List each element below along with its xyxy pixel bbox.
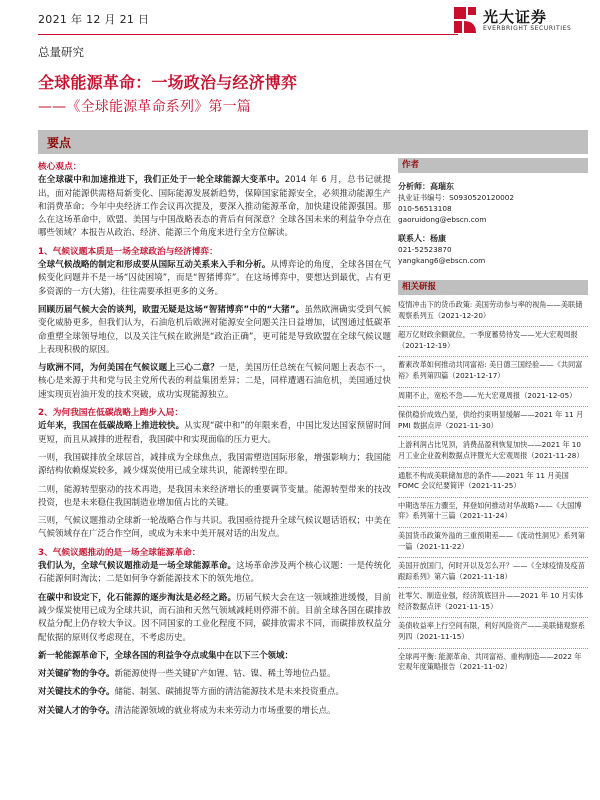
paragraph-body: 2014 年 6 月，总书记就提出，面对能源供需格局新变化、国际能源发展新趋势，保障国家能源安全，必须推动能源生产和消费革命；今年中央经济工作会议再次提及，要深入推动能源革命，加快建设能源强国。那么在这场革命中，欧盟、美国与中国战略表态的背后有何深意？全球各国未来的利益争夺点在哪些领域？本报告从政治、经济、能源三个角度来进行全方位解读。 — [38, 175, 391, 239]
related-report-item[interactable]: 全球再平衡: 能源革命、共同富裕、重构制造——2022 年宏观年度策略报告（2021-11-02） — [398, 651, 582, 672]
paragraph — [38, 650, 391, 663]
contact-line — [398, 233, 588, 244]
analyst-email[interactable]: gaoruidong@ebscn.com — [398, 215, 487, 224]
paragraph — [38, 259, 391, 299]
analyst-label: 分析师： — [398, 182, 430, 191]
paragraph — [38, 686, 391, 699]
related-report-item[interactable]: 中期选举压力骤至，拜登如何推动对华战略?——《大国博弈》系列第十三篇（2021-11-24） — [398, 498, 588, 528]
paragraph-body: 虽然欧洲确实受到气候变化威胁更多，但我们认为，石油危机后欧洲对能源安全问题关注日益增加，试图通过低碳革命重塑全球领导地位，以及关注气候在欧洲是“政治正确”，更可能是导致欧盟在全球气候议题上表现积极的原因。 — [38, 304, 391, 355]
paragraph-body: 从博弈论的角度，全球各国在气候变化问题并不是一场“囚徒困境”，而是“智猪博弈”。在这场博弈中，要想达到最优，占有更多资源的一方(大猪)，往往需要承担更多的义务。 — [38, 260, 391, 297]
paragraph-body: 清洁能源领域的就业将成为未来劳动力市场重要的增长点。 — [114, 705, 336, 716]
paragraph-lead: 对关键技术的争夺。 — [38, 687, 115, 698]
report-date: 2021 年 12 月 21 日 — [38, 13, 150, 26]
related-report-item[interactable]: 社零欠、制造业强，经济筑底回升——2021 年 10 月实体经济数据点评（2021-11-15） — [398, 588, 588, 618]
authors-label: 作者 — [402, 160, 420, 170]
analyst-cert: 执业证书编号：S0930520120002 — [398, 193, 515, 202]
paragraph — [38, 592, 391, 645]
related-report-item[interactable]: 美债收益率上行空间有限，利好风险资产——美联储观察系列四（2021-11-15） — [398, 618, 588, 648]
logo-text: 光大证券 — [483, 8, 548, 26]
section-heading: 核心观点： — [38, 162, 82, 172]
everbright-logo-icon — [452, 5, 478, 35]
related-report-item[interactable]: 美国开放国门，何时开以及怎么开？——《全球疫情及疫苗跟踪系列》第六篇（2021-11-18） — [398, 558, 588, 588]
paragraph — [38, 668, 391, 681]
related-section-bar — [398, 280, 588, 295]
paragraph-lead: 回顾历届气候大会的谈判，欧盟无疑是这场“智猪博弈”中的“大猪”。 — [38, 304, 305, 315]
paragraph-lead: 全球气候战略的制定和形成要从国际互动关系来入手和分析。 — [38, 260, 271, 271]
brand-logo — [452, 4, 587, 38]
paragraph-lead: 新一轮能源革命下，全球各国的利益争夺点或集中在以下三个领域： — [38, 650, 294, 661]
paragraph — [38, 705, 391, 718]
contact-name: 杨康 — [430, 234, 446, 243]
report-subtitle: ——《全球能源革命系列》第一篇 — [38, 99, 251, 115]
related-reports-list — [398, 297, 588, 678]
paragraph — [38, 484, 391, 511]
related-report-item[interactable]: 超万亿财政余额就位，一季度蓄势待发——光大宏观周报（2021-12-19） — [398, 327, 588, 357]
paragraph — [38, 174, 391, 240]
related-report-item[interactable]: 美国货币政策外溢的三重预期差——《流动性洞见》系列第一篇（2021-11-22） — [398, 528, 588, 558]
paragraph — [38, 560, 391, 587]
paragraph-body: 二则，能源转型驱动的技术再造，是我国未来经济增长的重要调节变量。能源转型带来的技改投资，也是未来稳住我国制造业增加值占比的关键。 — [38, 484, 391, 508]
section-heading: 3、气候议题推动的是一场全球能源革命： — [38, 547, 201, 558]
contact-phone: 021-52523870 — [398, 245, 452, 254]
paragraph-body: 从实现“碳中和”的年限来看，中国比发达国家预留时间更短，而且从减排的进程看，我国碳中和实现面临的压力更大。 — [38, 421, 391, 445]
main-content — [38, 158, 391, 723]
paragraph-lead: 在全球碳中和加速推进下，我们正处于一轮全球能源大变革中。 — [38, 175, 285, 186]
related-label: 相关研报 — [402, 282, 437, 292]
logo-english-text: EVERBRIGHT SECURITIES — [483, 25, 572, 32]
authors-section-bar — [398, 158, 588, 173]
paragraph — [38, 304, 391, 357]
report-category: 总量研究 — [38, 45, 84, 59]
paragraph-lead: 对关键人才的争夺。 — [38, 705, 115, 716]
paragraph — [38, 452, 391, 479]
section-heading: 2、为何我国在低碳战略上跑步入局： — [38, 408, 184, 419]
paragraph-body: 一是，美国历任总统在气候问题上表态不一，核心是来源于共和党与民主党所代表的利益集团差异；二是，同样遭遇石油危机，美国通过快速实现页岩油开发的技术突破，成功实现能源独立。 — [38, 363, 391, 400]
paragraph — [38, 362, 391, 402]
contact-email[interactable]: yangkang6@ebscn.com — [398, 256, 486, 265]
section-heading: 1、气候议题本质是一场全球政治与经济博弈： — [38, 246, 218, 257]
paragraph-lead: 在碳中和设定下，化石能源的逐步淘汰是必经之路。 — [38, 592, 237, 603]
paragraph-lead: 对关键矿物的争夺。 — [38, 669, 115, 680]
paragraph-body: 历届气候大会在这一领域推进缓慢，目前减少煤炭使用已成为全球共识，而石油和天然气领域减耗则停滞不前。目前全球各国在碳排放权益分配上仍存较大争议。因不同国家的工业化程度不同，碳排放需求不同，而碳排放权益分配依据的原则仅考虑现在，不考虑历史。 — [38, 592, 391, 643]
analyst-name: 高瑞东 — [430, 182, 454, 191]
paragraph-lead: 我们认为，全球气候议题推动是一场全球能源革命。 — [38, 561, 237, 572]
paragraph — [38, 515, 391, 542]
paragraph-body: 三则，气候议题推动全球新一轮战略合作与共识。我国亟待提升全球气候议题话语权；中美在气候领域存在广泛合作空间，或成为未来中美开展对话的出发点。 — [38, 516, 391, 540]
analyst-phone: 010-56513108 — [398, 204, 452, 213]
paragraph-body: 一则，我国碳排放全球居首，减排成为全球焦点，我国需塑造国际形象，增强影响力；我国能源结构依赖煤炭较多，减少煤炭使用已成全球共识，能源转型在即。 — [38, 452, 391, 477]
related-report-item[interactable]: 通胀不构成美联储加息的条件——2021 年 11 月美国 FOMC 会议纪要简评（2021-11-25） — [398, 468, 588, 498]
header-divider — [38, 34, 458, 35]
related-report-item[interactable]: 疫情冲击下的货币政策: 美国劳动参与率的视角——美联储观察系列五（2021-12-20） — [398, 297, 588, 327]
summary-section-bar — [38, 130, 588, 154]
related-report-item[interactable]: 蓄素改革如何推动共同富裕: 美日德三国经验——《共同富裕》系列第四篇（2021-12-17） — [398, 357, 588, 387]
contact-label: 联系人： — [398, 234, 430, 243]
related-report-item[interactable]: 上游利润占比见顶，消费品盈利恢复加快——2021 年 10 月工业企业盈利数据点评暨光大宏观周报（2021-11-28） — [398, 437, 588, 467]
paragraph-body: 这场革命涉及两个核心议题：一是传统化石能源何时淘汰；二是如何争夺新能源技术下的领先地位。 — [38, 561, 391, 585]
paragraph — [38, 420, 391, 447]
related-report-item[interactable]: 保供稳价成效凸显，供给约束明显缓解——2021 年 11 月 PMI 数据点评（2021-11-30） — [398, 407, 588, 437]
report-title: 全球能源革命：一场政治与经济博弈 — [38, 73, 298, 92]
paragraph-lead: 与欧洲不同，为何美国在气候议题上三心二意？ — [38, 363, 219, 374]
paragraph-body: 储能、制氢、碳捕捉等方面的清洁能源技术是未来投资重点。 — [114, 687, 345, 698]
sidebar — [398, 158, 588, 678]
paragraph-body: 新能源使得一些关键矿产如锂、钴、镍、稀土等地位凸显。 — [114, 669, 336, 680]
paragraph-lead: 近年来，我国在低碳战略上推进较快。 — [38, 421, 185, 432]
summary-label: 要点 — [47, 136, 72, 150]
related-report-item[interactable]: 周期不止，宽松不急——光大宏观周报（2021-12-05） — [398, 388, 588, 408]
analyst-line — [398, 181, 588, 192]
